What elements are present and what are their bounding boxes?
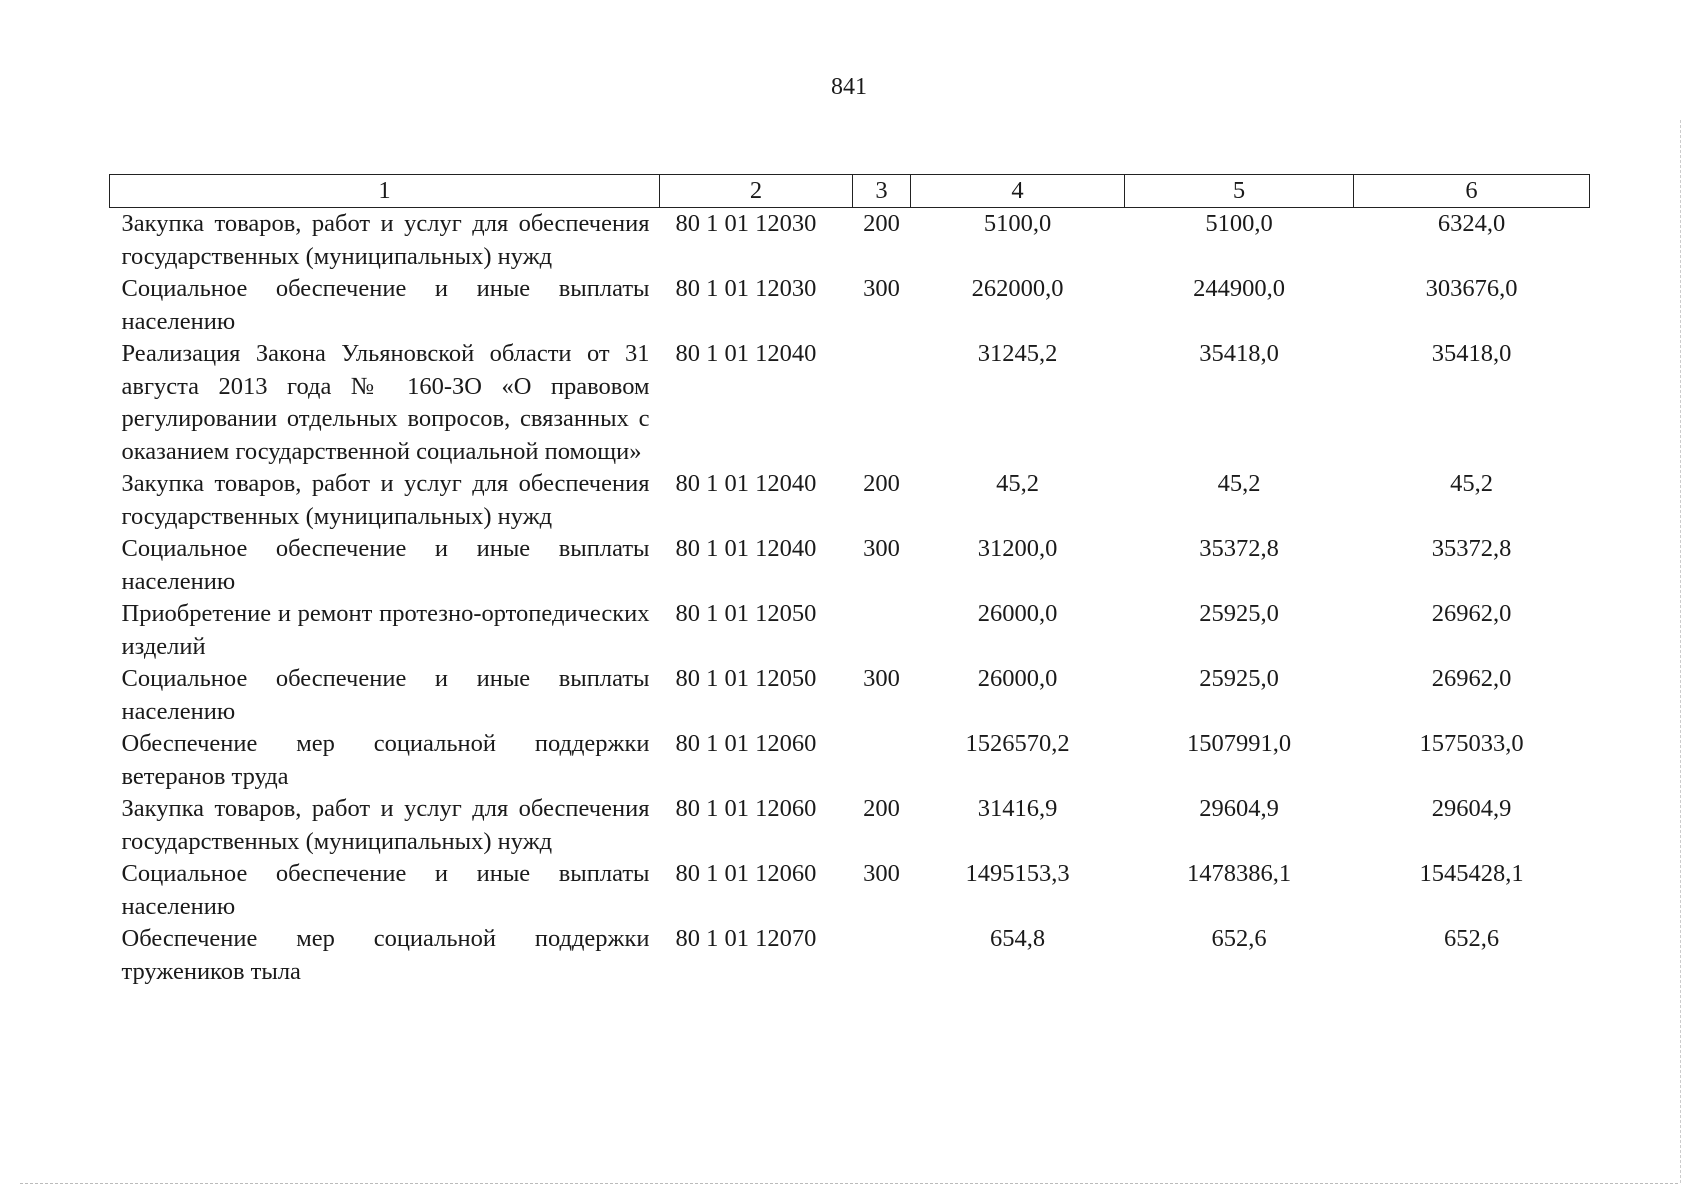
row-value-4: 1526570,2 (965, 730, 1070, 757)
row-code: 80 1 01 12060 (675, 795, 817, 822)
column-header-2: 2 (660, 175, 853, 208)
row-value-5: 35418,0 (1199, 340, 1279, 367)
row-value-4: 262000,0 (971, 275, 1064, 302)
row-type: 200 (863, 470, 900, 497)
row-value-6: 26962,0 (1431, 665, 1512, 692)
row-value-6: 303676,0 (1425, 275, 1518, 302)
page-number: 841 (831, 74, 867, 100)
row-description: Обеспечение мер социальной поддержки тружеников тыла (121, 925, 650, 985)
row-value-6: 1545428,1 (1419, 860, 1524, 887)
row-value-5: 29604,9 (1199, 795, 1279, 822)
row-value-4: 1495153,3 (965, 860, 1070, 887)
row-code: 80 1 01 12040 (675, 340, 817, 367)
row-description: Социальное обеспечение и иные выплаты населению (121, 860, 650, 920)
table-row (110, 793, 1590, 858)
row-type (853, 338, 911, 468)
row-value-5: 244900,0 (1193, 275, 1285, 302)
header-row (110, 175, 1590, 208)
row-value-6: 45,2 (1450, 470, 1493, 497)
row-description: Социальное обеспечение и иные выплаты населению (121, 535, 650, 595)
row-value-4: 654,8 (989, 925, 1046, 952)
row-value-6: 26962,0 (1431, 600, 1512, 627)
column-header-5: 5 (1125, 175, 1354, 208)
table-row (110, 858, 1590, 923)
row-value-4: 31416,9 (977, 795, 1058, 822)
row-value-6: 1575033,0 (1419, 730, 1524, 757)
row-description: Реализация Закона Ульяновской области от 31 августа 2013 года № 160-ЗО «О правовом регулировании отдельных вопросов, связанных с оказанием государственной социальной помощи» (121, 340, 650, 465)
table-row (110, 663, 1590, 728)
row-value-4: 26000,0 (977, 665, 1058, 692)
column-header-6: 6 (1354, 175, 1590, 208)
column-header-1: 1 (110, 175, 660, 208)
row-value-5: 25925,0 (1199, 600, 1279, 627)
table-body (110, 208, 1590, 989)
row-value-5: 1478386,1 (1186, 860, 1292, 887)
table-row (110, 533, 1590, 598)
row-code: 80 1 01 12050 (675, 600, 817, 627)
budget-table (109, 174, 1590, 988)
row-type: 300 (863, 860, 900, 887)
row-code: 80 1 01 12040 (675, 470, 817, 497)
column-header-4: 4 (911, 175, 1125, 208)
table-header (110, 175, 1590, 208)
row-type (853, 598, 911, 663)
table-row (110, 728, 1590, 793)
row-type: 300 (863, 665, 900, 692)
row-description: Закупка товаров, работ и услуг для обеспечения государственных (муниципальных) нужд (121, 210, 650, 270)
page-border-right (1680, 120, 1681, 1183)
row-description: Социальное обеспечение и иные выплаты населению (121, 665, 650, 725)
row-value-4: 45,2 (996, 470, 1039, 497)
row-code: 80 1 01 12060 (675, 730, 817, 757)
row-description: Обеспечение мер социальной поддержки ветеранов труда (121, 730, 650, 790)
row-value-5: 652,6 (1211, 925, 1267, 952)
row-value-5: 45,2 (1217, 470, 1261, 497)
row-value-6: 35418,0 (1431, 340, 1512, 367)
table-row (110, 273, 1590, 338)
row-value-6: 6324,0 (1437, 210, 1506, 237)
row-code: 80 1 01 12030 (675, 275, 817, 302)
row-code: 80 1 01 12040 (675, 535, 817, 562)
row-value-6: 29604,9 (1431, 795, 1512, 822)
row-value-4: 31245,2 (977, 340, 1058, 367)
row-type: 300 (863, 275, 900, 302)
row-value-4: 31200,0 (977, 535, 1058, 562)
table-row (110, 598, 1590, 663)
table-row (110, 208, 1590, 274)
row-type (853, 728, 911, 793)
row-description: Социальное обеспечение и иные выплаты населению (121, 275, 650, 335)
row-code: 80 1 01 12030 (675, 210, 817, 237)
table-row (110, 468, 1590, 533)
row-description: Приобретение и ремонт протезно-ортопедических изделий (121, 600, 650, 660)
row-description: Закупка товаров, работ и услуг для обеспечения государственных (муниципальных) нужд (121, 470, 650, 530)
row-value-5: 25925,0 (1199, 665, 1279, 692)
row-type (853, 923, 911, 988)
row-value-6: 652,6 (1443, 925, 1500, 952)
row-description: Закупка товаров, работ и услуг для обеспечения государственных (муниципальных) нужд (121, 795, 650, 855)
row-code: 80 1 01 12050 (675, 665, 817, 692)
column-header-3: 3 (853, 175, 911, 208)
row-type: 200 (863, 210, 900, 237)
row-value-4: 5100,0 (983, 210, 1052, 237)
row-value-4: 26000,0 (977, 600, 1058, 627)
row-type: 200 (863, 795, 900, 822)
row-value-5: 35372,8 (1199, 535, 1279, 562)
row-value-5: 1507991,0 (1186, 730, 1292, 757)
row-type: 300 (863, 535, 900, 562)
page-border-bottom (20, 1183, 1678, 1184)
row-value-6: 35372,8 (1431, 535, 1512, 562)
table-row (110, 923, 1590, 988)
row-code: 80 1 01 12070 (675, 925, 817, 952)
row-value-5: 5100,0 (1205, 210, 1273, 237)
row-code: 80 1 01 12060 (675, 860, 817, 887)
table-row (110, 338, 1590, 468)
